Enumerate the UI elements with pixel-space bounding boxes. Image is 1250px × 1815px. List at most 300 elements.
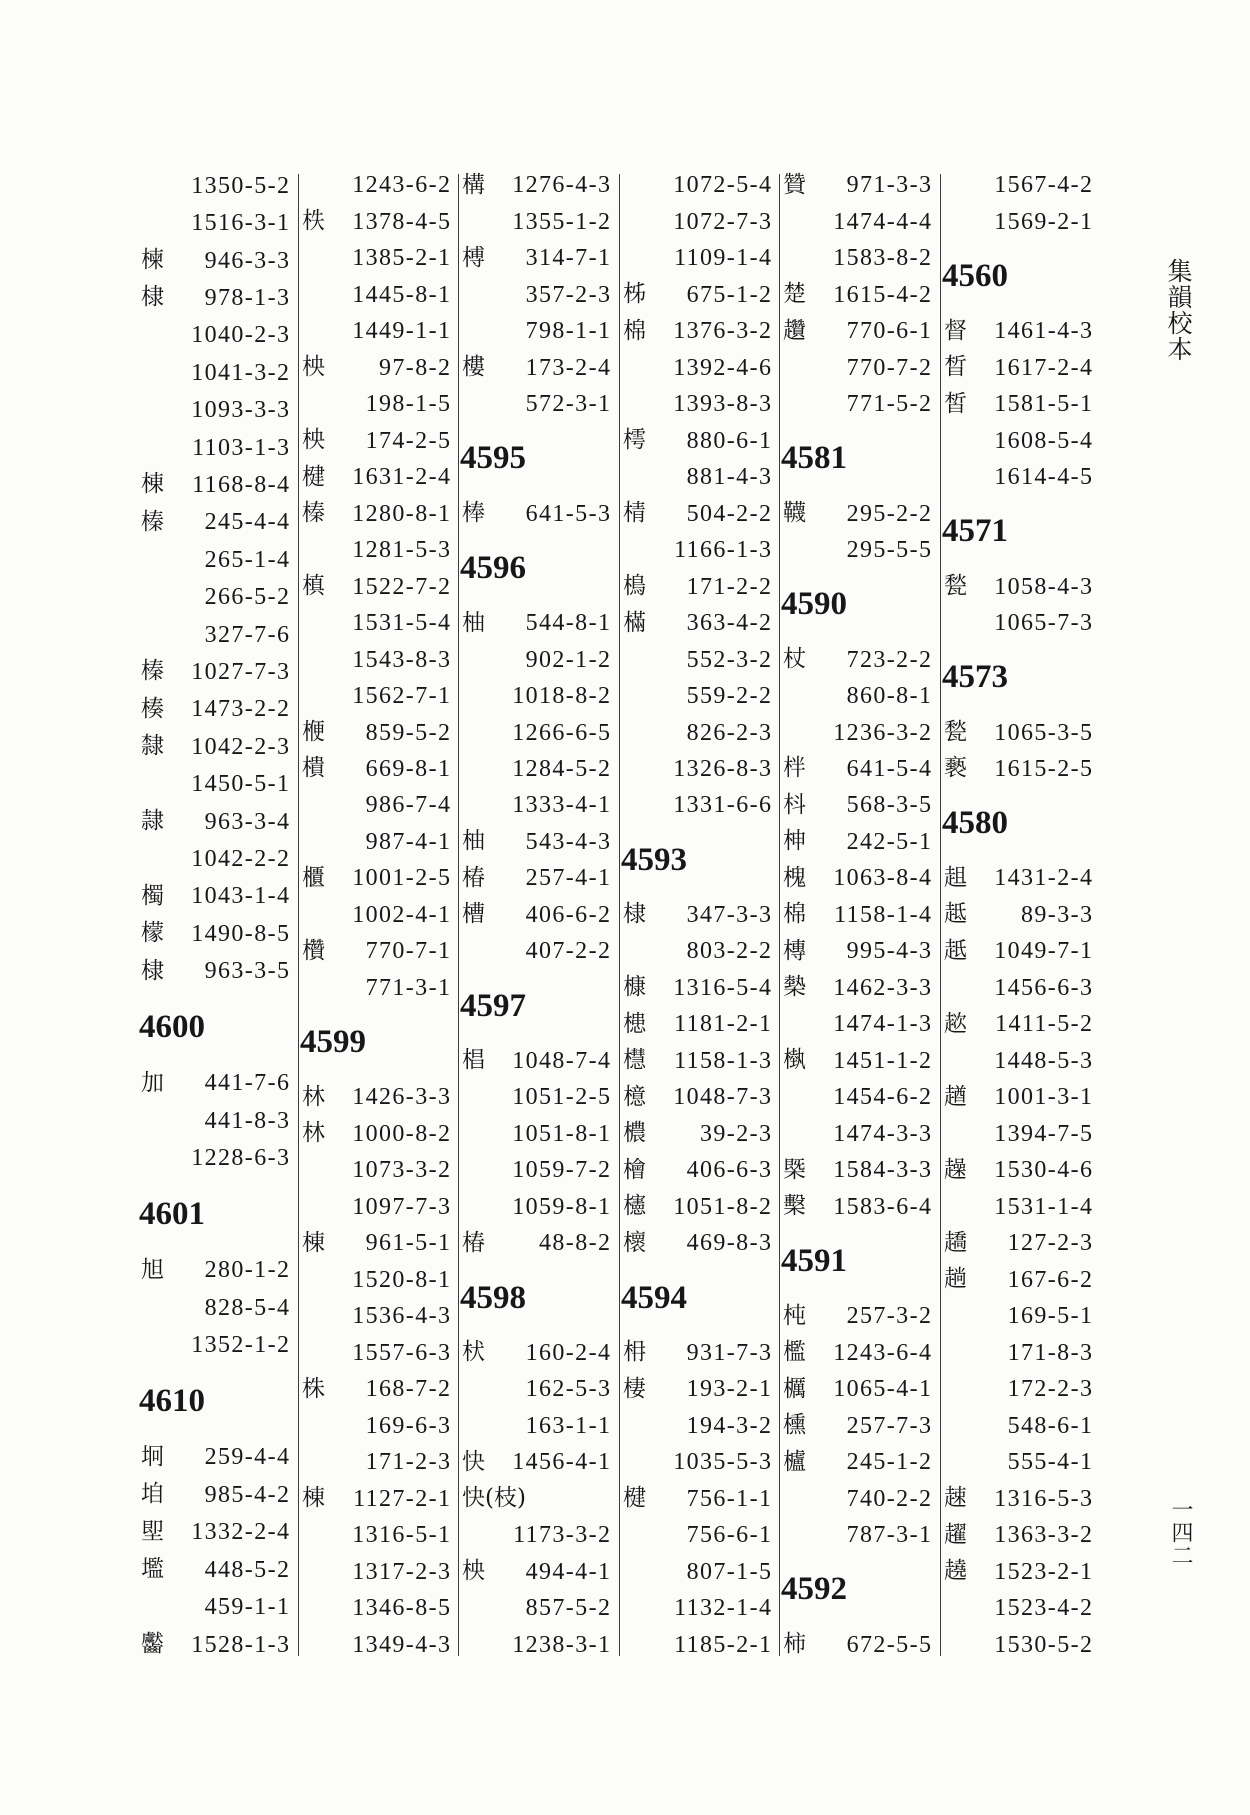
page-reference: 1316-5-4 bbox=[673, 974, 773, 1001]
head-character: 柚 bbox=[462, 828, 485, 855]
index-column bbox=[944, 167, 1092, 1663]
index-entry bbox=[462, 1444, 610, 1480]
page-reference: 807-1-5 bbox=[686, 1558, 773, 1585]
index-entry bbox=[944, 1335, 1092, 1371]
page-reference: 1617-2-4 bbox=[994, 354, 1094, 381]
head-character: 柍 bbox=[302, 354, 325, 381]
page-reference: 961-5-1 bbox=[365, 1230, 452, 1257]
page-reference: 1173-3-2 bbox=[513, 1522, 612, 1549]
index-entry bbox=[783, 897, 931, 933]
page-reference: 1065-3-5 bbox=[994, 719, 1094, 746]
index-entry bbox=[141, 953, 289, 990]
index-entry bbox=[783, 313, 931, 349]
index-entry bbox=[623, 933, 771, 969]
head-character: 樗 bbox=[623, 427, 646, 454]
head-character: 櫘 bbox=[623, 1047, 646, 1074]
column-divider bbox=[298, 174, 299, 1656]
head-character: 杶 bbox=[783, 1302, 806, 1329]
index-entry bbox=[944, 1116, 1092, 1152]
index-entry bbox=[302, 714, 450, 750]
index-entry bbox=[141, 616, 289, 653]
page-reference: 259-4-4 bbox=[204, 1444, 291, 1471]
head-character: 枓 bbox=[783, 791, 806, 818]
page-reference: 1072-7-3 bbox=[673, 208, 773, 235]
index-entry bbox=[462, 1480, 610, 1516]
code-heading: 4571 bbox=[942, 513, 1008, 550]
index-entry bbox=[944, 386, 1092, 422]
index-entry bbox=[462, 1079, 610, 1115]
index-entry bbox=[783, 349, 931, 385]
head-character: 加 bbox=[141, 1069, 164, 1096]
page-reference: 494-4-1 bbox=[525, 1558, 612, 1585]
head-character: 楩 bbox=[302, 719, 325, 745]
head-character: 槷 bbox=[783, 974, 806, 1001]
index-entry bbox=[141, 317, 289, 354]
index-entry bbox=[141, 204, 289, 241]
code-heading: 4590 bbox=[781, 586, 847, 623]
page-reference: 1456-4-1 bbox=[512, 1449, 612, 1476]
page-reference: 48-8-2 bbox=[539, 1230, 612, 1257]
page-reference: 169-6-3 bbox=[365, 1412, 452, 1439]
index-entry bbox=[462, 751, 610, 787]
index-entry bbox=[141, 466, 289, 503]
page-reference: 1051-2-5 bbox=[512, 1084, 612, 1111]
head-character: 榑 bbox=[462, 244, 485, 271]
page-reference: 1049-7-1 bbox=[994, 938, 1094, 965]
page-reference: 1531-5-4 bbox=[352, 610, 452, 637]
page-reference: 97-8-2 bbox=[379, 354, 452, 381]
index-entry bbox=[302, 459, 450, 495]
page-reference: 860-8-1 bbox=[846, 683, 933, 710]
head-character: 棣 bbox=[141, 284, 164, 311]
head-character: 趫 bbox=[944, 1229, 967, 1256]
index-entry bbox=[302, 349, 450, 385]
page-reference: 89-3-3 bbox=[1021, 901, 1094, 928]
page-reference: 740-2-2 bbox=[846, 1485, 933, 1512]
index-entry bbox=[462, 495, 610, 531]
page-reference: 327-7-6 bbox=[204, 621, 291, 648]
page-reference: 357-2-3 bbox=[525, 281, 612, 308]
index-entry bbox=[302, 1407, 450, 1443]
index-entry bbox=[462, 276, 610, 312]
index-entry bbox=[302, 167, 450, 203]
page-reference: 1127-2-1 bbox=[353, 1485, 452, 1512]
index-entry bbox=[944, 714, 1092, 750]
index-entry bbox=[462, 1152, 610, 1188]
page-reference: 995-4-3 bbox=[846, 938, 933, 965]
page-reference: 880-6-1 bbox=[686, 427, 773, 454]
index-entry bbox=[141, 1439, 289, 1476]
index-entry bbox=[623, 897, 771, 933]
index-entry bbox=[944, 459, 1092, 495]
index-column bbox=[462, 167, 610, 1663]
index-entry bbox=[944, 1152, 1092, 1188]
code-heading: 4596 bbox=[460, 549, 526, 586]
code-heading: 4592 bbox=[781, 1571, 847, 1608]
page-reference: 986-7-4 bbox=[365, 792, 452, 819]
page-reference: 1567-4-2 bbox=[994, 172, 1094, 199]
head-character: 枤 bbox=[462, 1339, 485, 1366]
index-entry bbox=[783, 1079, 931, 1115]
index-entry bbox=[944, 751, 1092, 787]
index-entry bbox=[302, 1079, 450, 1115]
head-character: 柣 bbox=[302, 208, 325, 235]
code-heading: 4594 bbox=[621, 1279, 687, 1316]
page-reference: 548-6-1 bbox=[1007, 1412, 1094, 1439]
index-entry bbox=[623, 313, 771, 349]
index-entry bbox=[462, 641, 610, 677]
index-entry bbox=[141, 1514, 289, 1551]
index-entry bbox=[462, 678, 610, 714]
head-character: 趮 bbox=[944, 1156, 967, 1183]
page-reference: 963-3-5 bbox=[204, 958, 291, 985]
head-character: 趯 bbox=[944, 1521, 967, 1548]
index-entry bbox=[783, 1335, 931, 1371]
index-entry bbox=[141, 279, 289, 316]
index-entry bbox=[944, 970, 1092, 1006]
index-entry bbox=[462, 1590, 610, 1626]
page-reference: 1059-8-1 bbox=[512, 1193, 612, 1220]
head-character: 赿 bbox=[944, 937, 967, 964]
index-entry bbox=[623, 167, 771, 203]
index-entry bbox=[783, 714, 931, 750]
index-entry bbox=[462, 1517, 610, 1553]
index-entry bbox=[783, 933, 931, 969]
page-reference: 1583-8-2 bbox=[833, 245, 933, 272]
page-reference: 1236-3-2 bbox=[833, 719, 933, 746]
index-entry bbox=[302, 824, 450, 860]
head-character: 樻 bbox=[302, 755, 325, 782]
index-entry bbox=[944, 1553, 1092, 1589]
page-reference: 1065-4-1 bbox=[833, 1376, 933, 1403]
page-reference: 168-7-2 bbox=[365, 1376, 452, 1403]
code-heading: 4573 bbox=[942, 659, 1008, 696]
page-reference: 1394-7-5 bbox=[994, 1120, 1094, 1147]
index-entry bbox=[783, 1371, 931, 1407]
index-entry bbox=[302, 1335, 450, 1371]
page-reference: 1411-5-2 bbox=[995, 1011, 1094, 1038]
page-reference: 1158-1-3 bbox=[674, 1047, 773, 1074]
page-reference: 266-5-2 bbox=[204, 584, 291, 611]
index-entry bbox=[783, 970, 931, 1006]
running-title: 集韻校本 bbox=[1164, 258, 1193, 362]
index-entry bbox=[141, 1476, 289, 1513]
index-entry bbox=[302, 313, 450, 349]
index-entry bbox=[944, 605, 1092, 641]
head-character: 椿 bbox=[462, 864, 485, 891]
index-entry bbox=[462, 240, 610, 276]
index-entry bbox=[783, 1116, 931, 1152]
index-entry bbox=[302, 203, 450, 239]
page-reference: 363-4-2 bbox=[686, 610, 773, 637]
page-reference: 1516-3-1 bbox=[191, 210, 291, 237]
index-entry bbox=[302, 897, 450, 933]
page-reference: 160-2-4 bbox=[525, 1339, 612, 1366]
index-entry bbox=[944, 568, 1092, 604]
head-character: 櫃 bbox=[302, 864, 325, 891]
page-reference: 1243-6-4 bbox=[833, 1339, 933, 1366]
index-entry bbox=[623, 1407, 771, 1443]
index-entry bbox=[302, 1590, 450, 1626]
index-entry bbox=[783, 240, 931, 276]
head-character: 構 bbox=[462, 171, 485, 198]
page-reference: 828-5-4 bbox=[204, 1294, 291, 1321]
page-reference: 245-4-4 bbox=[204, 509, 291, 536]
page-reference: 1276-4-3 bbox=[512, 172, 612, 199]
page-reference: 1065-7-3 bbox=[994, 610, 1094, 637]
page-reference: 280-1-2 bbox=[204, 1257, 291, 1284]
page-reference: 1454-6-2 bbox=[833, 1084, 933, 1111]
page-number: 一四二 bbox=[1168, 1498, 1193, 1567]
head-character: 趄 bbox=[944, 864, 967, 891]
page-reference: 194-3-2 bbox=[686, 1412, 773, 1439]
index-entry bbox=[623, 641, 771, 677]
index-entry bbox=[141, 691, 289, 728]
head-character: 槩 bbox=[783, 1156, 806, 1183]
page-reference: 985-4-2 bbox=[204, 1481, 291, 1508]
page-reference: 1451-1-2 bbox=[833, 1047, 933, 1074]
page-reference: 1166-1-3 bbox=[674, 537, 773, 564]
page-reference: 1000-8-2 bbox=[352, 1120, 452, 1147]
index-column bbox=[302, 167, 450, 1663]
page-reference: 39-2-3 bbox=[700, 1120, 773, 1147]
head-character: 隸 bbox=[141, 733, 164, 760]
head-character: 棈 bbox=[623, 500, 646, 527]
head-character: 楱 bbox=[141, 695, 164, 722]
head-character: 椿 bbox=[462, 1229, 485, 1256]
column-divider bbox=[940, 174, 941, 1656]
index-entry bbox=[462, 349, 610, 385]
page-reference: 568-3-5 bbox=[846, 792, 933, 819]
page-reference: 1474-4-4 bbox=[833, 208, 933, 235]
index-entry bbox=[302, 240, 450, 276]
code-heading: 4610 bbox=[139, 1382, 205, 1419]
index-entry bbox=[783, 1298, 931, 1334]
head-character: 趲 bbox=[783, 317, 806, 344]
head-character: 榛 bbox=[141, 508, 164, 535]
index-entry bbox=[623, 1043, 771, 1079]
page-reference: 1058-4-3 bbox=[994, 573, 1094, 600]
head-character: 壏 bbox=[141, 1556, 164, 1583]
page-reference: 1523-4-2 bbox=[994, 1595, 1094, 1622]
head-character: 欑 bbox=[302, 937, 325, 964]
page-reference: 544-8-1 bbox=[525, 610, 612, 637]
page-reference: 1040-2-3 bbox=[191, 322, 291, 349]
index-entry bbox=[302, 495, 450, 531]
head-character: 檂 bbox=[623, 1120, 646, 1147]
head-character: 楗 bbox=[302, 463, 325, 490]
index-entry bbox=[141, 1140, 289, 1177]
head-character: 褻 bbox=[944, 755, 967, 782]
page-reference: 174-2-5 bbox=[365, 427, 452, 454]
page-reference: 1584-3-3 bbox=[833, 1157, 933, 1184]
page-reference: 171-2-2 bbox=[686, 573, 773, 600]
index-entry bbox=[302, 1189, 450, 1225]
head-character: 快 bbox=[462, 1448, 485, 1475]
index-entry bbox=[302, 1152, 450, 1188]
page-reference: 641-5-4 bbox=[846, 755, 933, 782]
index-entry bbox=[302, 532, 450, 568]
head-character: 贊 bbox=[783, 171, 806, 198]
head-character: 林 bbox=[302, 1120, 325, 1147]
page-reference: 1073-3-2 bbox=[352, 1157, 452, 1184]
page-reference: 441-8-3 bbox=[204, 1107, 291, 1134]
index-entry bbox=[783, 1043, 931, 1079]
page-reference: 257-4-1 bbox=[525, 865, 612, 892]
index-column bbox=[783, 167, 931, 1663]
head-character: 槫 bbox=[783, 937, 806, 964]
head-character: 槽 bbox=[462, 901, 485, 928]
page-reference: 1583-6-4 bbox=[833, 1193, 933, 1220]
index-entry bbox=[944, 203, 1092, 239]
head-character: 韈 bbox=[783, 500, 806, 527]
index-entry bbox=[944, 1225, 1092, 1261]
index-entry bbox=[462, 933, 610, 969]
page-reference: 407-2-2 bbox=[525, 938, 612, 965]
page-reference: 1109-1-4 bbox=[674, 245, 773, 272]
page-reference: 198-1-5 bbox=[365, 391, 452, 418]
index-entry bbox=[623, 605, 771, 641]
index-entry bbox=[623, 1152, 771, 1188]
head-character: 柚 bbox=[462, 609, 485, 636]
head-character: 快(枝) bbox=[462, 1485, 526, 1512]
page-reference: 1557-6-3 bbox=[352, 1339, 452, 1366]
head-character: 櫄 bbox=[783, 1412, 806, 1439]
page-reference: 1474-3-3 bbox=[833, 1120, 933, 1147]
page-reference: 127-2-3 bbox=[1007, 1230, 1094, 1257]
page-reference: 1363-3-2 bbox=[994, 1522, 1094, 1549]
page-reference: 1392-4-6 bbox=[673, 354, 773, 381]
head-character: 柛 bbox=[783, 828, 806, 855]
index-entry bbox=[944, 1480, 1092, 1516]
head-character: 槺 bbox=[623, 974, 646, 1001]
page-reference: 1317-2-3 bbox=[352, 1558, 452, 1585]
head-character: 甃 bbox=[944, 719, 967, 745]
page-reference: 1536-4-3 bbox=[352, 1303, 452, 1330]
index-entry bbox=[623, 1444, 771, 1480]
page-reference: 1018-8-2 bbox=[512, 683, 612, 710]
index-entry bbox=[944, 1189, 1092, 1225]
head-character: 棉 bbox=[623, 317, 646, 344]
index-entry bbox=[783, 1152, 931, 1188]
head-character: 槐 bbox=[783, 864, 806, 891]
index-entry bbox=[141, 242, 289, 279]
code-heading: 4597 bbox=[460, 987, 526, 1024]
page-reference: 826-2-3 bbox=[686, 719, 773, 746]
page-reference: 1462-3-3 bbox=[833, 974, 933, 1001]
index-entry bbox=[623, 1626, 771, 1662]
head-character: 垍 bbox=[141, 1481, 164, 1508]
page-reference: 504-2-2 bbox=[686, 500, 773, 527]
page-reference: 1168-8-4 bbox=[192, 471, 291, 498]
head-character: 皙 bbox=[944, 390, 967, 417]
index-entry bbox=[783, 1480, 931, 1516]
page-reference: 1530-5-2 bbox=[994, 1631, 1094, 1658]
head-character: 檬 bbox=[141, 920, 164, 947]
index-entry bbox=[623, 422, 771, 458]
head-character: 晳 bbox=[944, 354, 967, 381]
page-reference: 459-1-1 bbox=[204, 1594, 291, 1621]
code-heading: 4581 bbox=[781, 440, 847, 477]
page-reference: 1569-2-1 bbox=[994, 208, 1094, 235]
index-entry bbox=[783, 641, 931, 677]
index-entry bbox=[141, 541, 289, 578]
index-column bbox=[623, 167, 771, 1663]
column-divider bbox=[619, 174, 620, 1656]
page-reference: 1562-7-1 bbox=[352, 683, 452, 710]
head-character: 趟 bbox=[944, 1266, 967, 1293]
head-character: 椙 bbox=[462, 1047, 485, 1074]
index-entry bbox=[623, 1079, 771, 1115]
page-reference: 1490-8-5 bbox=[191, 920, 291, 947]
page-reference: 881-4-3 bbox=[686, 464, 773, 491]
index-entry bbox=[944, 1444, 1092, 1480]
index-entry bbox=[462, 167, 610, 203]
index-entry bbox=[302, 1116, 450, 1152]
index-entry bbox=[302, 933, 450, 969]
head-character: 樓 bbox=[462, 354, 485, 381]
index-entry bbox=[302, 641, 450, 677]
index-entry bbox=[944, 313, 1092, 349]
page-reference: 963-3-4 bbox=[204, 808, 291, 835]
page-reference: 1352-1-2 bbox=[191, 1332, 291, 1359]
page-reference: 1326-8-3 bbox=[673, 755, 773, 782]
page-reference: 1103-1-3 bbox=[192, 434, 291, 461]
index-entry bbox=[944, 1262, 1092, 1298]
index-entry bbox=[302, 386, 450, 422]
index-entry bbox=[141, 578, 289, 615]
page-reference: 441-7-6 bbox=[204, 1070, 291, 1097]
page-reference: 798-1-1 bbox=[525, 318, 612, 345]
index-entry bbox=[141, 1252, 289, 1289]
page-reference: 171-8-3 bbox=[1007, 1339, 1094, 1366]
index-entry bbox=[944, 1626, 1092, 1662]
index-entry bbox=[141, 1102, 289, 1139]
index-entry bbox=[623, 1480, 771, 1516]
index-entry bbox=[141, 728, 289, 765]
page-reference: 172-2-3 bbox=[1007, 1376, 1094, 1403]
index-entry bbox=[944, 349, 1092, 385]
index-entry bbox=[302, 1626, 450, 1662]
page-reference: 1059-7-2 bbox=[512, 1157, 612, 1184]
index-entry bbox=[462, 824, 610, 860]
index-entry bbox=[462, 1043, 610, 1079]
page-reference: 1349-4-3 bbox=[352, 1631, 452, 1658]
page-reference: 1316-5-3 bbox=[994, 1485, 1094, 1512]
head-character: 榛 bbox=[302, 500, 325, 527]
head-character: 柈 bbox=[783, 755, 806, 782]
head-character: 隷 bbox=[141, 808, 164, 835]
index-entry bbox=[944, 1371, 1092, 1407]
code-heading: 4601 bbox=[139, 1195, 205, 1232]
head-character: 棉 bbox=[783, 901, 806, 928]
page-reference: 1093-3-3 bbox=[191, 397, 291, 424]
head-character: 槵 bbox=[623, 1010, 646, 1037]
index-entry bbox=[623, 532, 771, 568]
index-entry bbox=[302, 1371, 450, 1407]
index-entry bbox=[944, 1590, 1092, 1626]
index-entry bbox=[462, 1407, 610, 1443]
page-reference: 771-3-1 bbox=[365, 974, 452, 1001]
head-character: 枏 bbox=[623, 1339, 646, 1366]
index-entry bbox=[623, 1189, 771, 1225]
page-reference: 171-2-3 bbox=[365, 1449, 452, 1476]
page-reference: 1528-1-3 bbox=[191, 1631, 291, 1658]
head-character: 棟 bbox=[141, 471, 164, 498]
index-entry bbox=[302, 787, 450, 823]
page-reference: 552-3-2 bbox=[686, 646, 773, 673]
index-entry bbox=[141, 915, 289, 952]
